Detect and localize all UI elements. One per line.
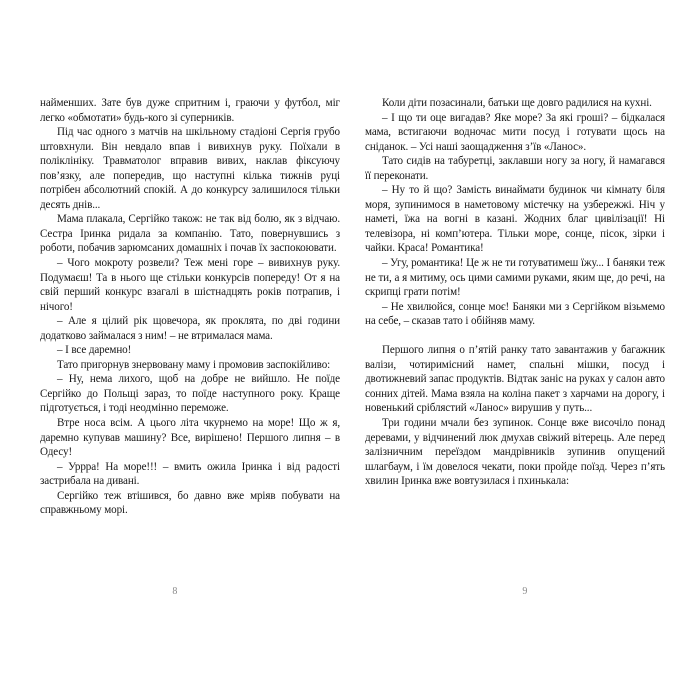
paragraph: Тато сидів на табуретці, заклавши ногу за ногу, й намагався її переконати. xyxy=(365,155,665,182)
page-number-right: 9 xyxy=(522,586,528,597)
paragraph: Коли діти позасинали, батьки ще довго радилися на кухні. xyxy=(382,97,652,109)
paragraph: – Але я цілий рік щовечора, як проклята, по дві години додатково займалася з ним! – не втрималася мама. xyxy=(40,315,340,342)
paragraph: – Урррa! На море!!! – вмить ожила Іринка і від радості застрибала на дивані. xyxy=(40,460,340,488)
paragraph: – Угу, романтика! Це ж не ти готуватимеш їжу... І баняки теж не ти, а я митиму, ось цими самими руками, яким ще, до речі, на скрипці грати потім! xyxy=(365,257,665,299)
paragraph: Втре носа всім. А цього літа чкурнемо на море! Що ж я, даремно купував машину? Все, вирішено! Першого липня – в Одесу! xyxy=(40,417,340,459)
paragraph: – Ну, нема лихого, щоб на добре не вийшло. Не поїде Сергійко до Польщі зараз, то поїде наступного року. Краще підготується, і тоді неодмінно переможе. xyxy=(40,373,340,415)
paragraph: Сергійко теж втішився, бо давно вже мріяв побувати на справжньому морі. xyxy=(40,489,340,517)
page-right xyxy=(350,0,700,700)
paragraph: Першого липня о п’ятій ранку тато завантажив у багажник валізи, чотиримісний намет, спальні мішки, посуд і двотижневий запас продуктів. Відтак заніс на руках у салон авто сонних дітей. Мама взяла на коліна пакет з харчами на дорогу, і новенький сріблястий «Ланос» вирушив у путь... xyxy=(365,344,665,415)
paragraph: Мама плакала, Сергійко також: не так від болю, як з відчаю. Сестра Іринка ридала за компанію. Тато, повернувшись з роботи, побачив зарюмсаних домашніх і почав їх заспокоювати. xyxy=(40,213,340,255)
page-number-left: 8 xyxy=(172,586,178,597)
paragraph: Під час одного з матчів на шкільному стадіоні Сергія грубо штовхнули. Він невдало впав і вивихнув руку. Поїхали в поліклініку. Травматолог вправив вивих, наклав фіксуючу пов’язку, але попередив, що наступні кілька тижнів руці потрібен абсолютний спокій. А до конкурсу залишилося тільки десять днів... xyxy=(40,126,340,211)
page-right-text-block xyxy=(365,96,665,489)
paragraph: – Не хвилюйся, сонце моє! Баняки ми з Сергійком візьмемо на себе, – сказав тато і обійняв маму. xyxy=(365,300,665,328)
paragraph: Тато пригорнув знервовану маму і промовив заспокійливо: xyxy=(57,358,331,371)
paragraph: – Ну то й що? Замість винаймати будинок чи кімнату біля моря, зупинимося в наметовому містечку на узбережжі. Ніч у наметі, їжа на вогні в казані. Жодних благ цивілізації! Ні телевізора, ні комп’ютера. Тільки море, сонце, пісок, зірки і чайки. Краса! Романтика! xyxy=(365,184,665,255)
paragraph: – І що ти оце вигадав? Яке море? За які гроші? – бідкалася мама, встигаючи водночас мити посуд і готувати щось на сніданок. – Усі наші заощадження з’їв «Ланос». xyxy=(365,111,665,153)
paragraph: – І все даремно! xyxy=(57,344,132,357)
paragraph: найменших. Зате був дуже спритним і, граючи у футбол, міг легко «обмотати» будь-кого зі суперників. xyxy=(40,97,340,124)
paragraph: Три години мчали без зупинок. Сонце вже височіло понад деревами, у відчинений люк дмухав свіжий вітерець. Але перед залізничним переїздом мандрівників зупинив опущений шлагбаум, і їм довелося чекати, поки пройде поїзд. Через п’ять хвилин Іринка вже вовтузилася і пхинькала: xyxy=(365,417,665,488)
paragraph: – Чого мокроту розвели? Теж мені горе – вивихнув руку. Подумаєш! Та в нього ще стільки конкурсів попереду! От я на свій перший конкурс взагалі в шістнадцять років потрапив, і нічого! xyxy=(40,257,340,313)
page-left-text-block xyxy=(40,96,340,518)
